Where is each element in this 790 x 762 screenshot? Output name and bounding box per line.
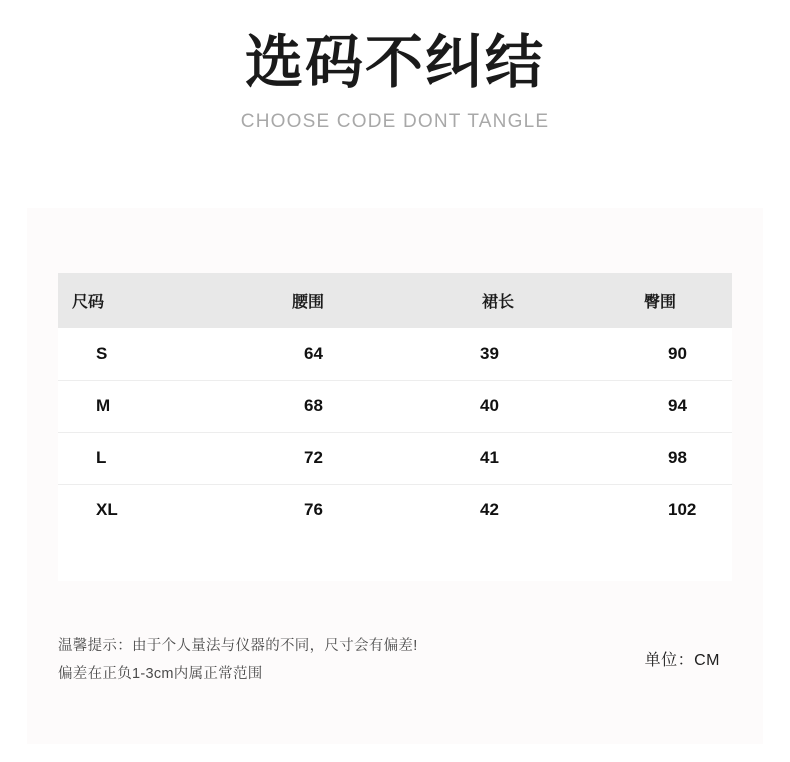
cell-waist: 68 — [208, 380, 408, 432]
note-line-1: 温馨提示：由于个人量法与仪器的不同，尺寸会有偏差! — [58, 638, 418, 654]
page-header — [0, 0, 790, 133]
table-row — [58, 328, 732, 380]
size-table-head — [58, 273, 732, 328]
table-row — [58, 484, 732, 536]
cell-size: S — [58, 328, 208, 380]
cell-waist: 76 — [208, 484, 408, 536]
column-header-size: 尺码 — [58, 273, 208, 328]
cell-hip: 98 — [588, 432, 732, 484]
column-header-hip: 臀围 — [588, 273, 732, 328]
cell-waist: 72 — [208, 432, 408, 484]
note-line-2: 偏差在正负1-3cm内属正常范围 — [58, 665, 263, 682]
notes-section — [58, 633, 738, 688]
cell-length: 40 — [408, 380, 588, 432]
table-header-row — [58, 273, 732, 328]
size-table — [58, 273, 732, 537]
cell-size: M — [58, 380, 208, 432]
cell-length: 41 — [408, 432, 588, 484]
cell-size: XL — [58, 484, 208, 536]
unit-label: 单位：CM — [644, 652, 720, 669]
table-row — [58, 380, 732, 432]
notes-text — [58, 633, 418, 688]
cell-length: 39 — [408, 328, 588, 380]
cell-waist: 64 — [208, 328, 408, 380]
page-subtitle: CHOOSE CODE DONT TANGLE — [240, 110, 550, 132]
page-title: 选码不纠结 — [244, 30, 545, 95]
size-table-body — [58, 328, 732, 536]
table-bottom-filler — [58, 536, 732, 581]
cell-hip: 90 — [588, 328, 732, 380]
column-header-waist: 腰围 — [208, 273, 408, 328]
cell-hip: 94 — [588, 380, 732, 432]
column-header-length: 裙长 — [408, 273, 588, 328]
size-chart-card — [27, 208, 763, 744]
cell-hip: 102 — [588, 484, 732, 536]
table-row — [58, 432, 732, 484]
cell-size: L — [58, 432, 208, 484]
cell-length: 42 — [408, 484, 588, 536]
